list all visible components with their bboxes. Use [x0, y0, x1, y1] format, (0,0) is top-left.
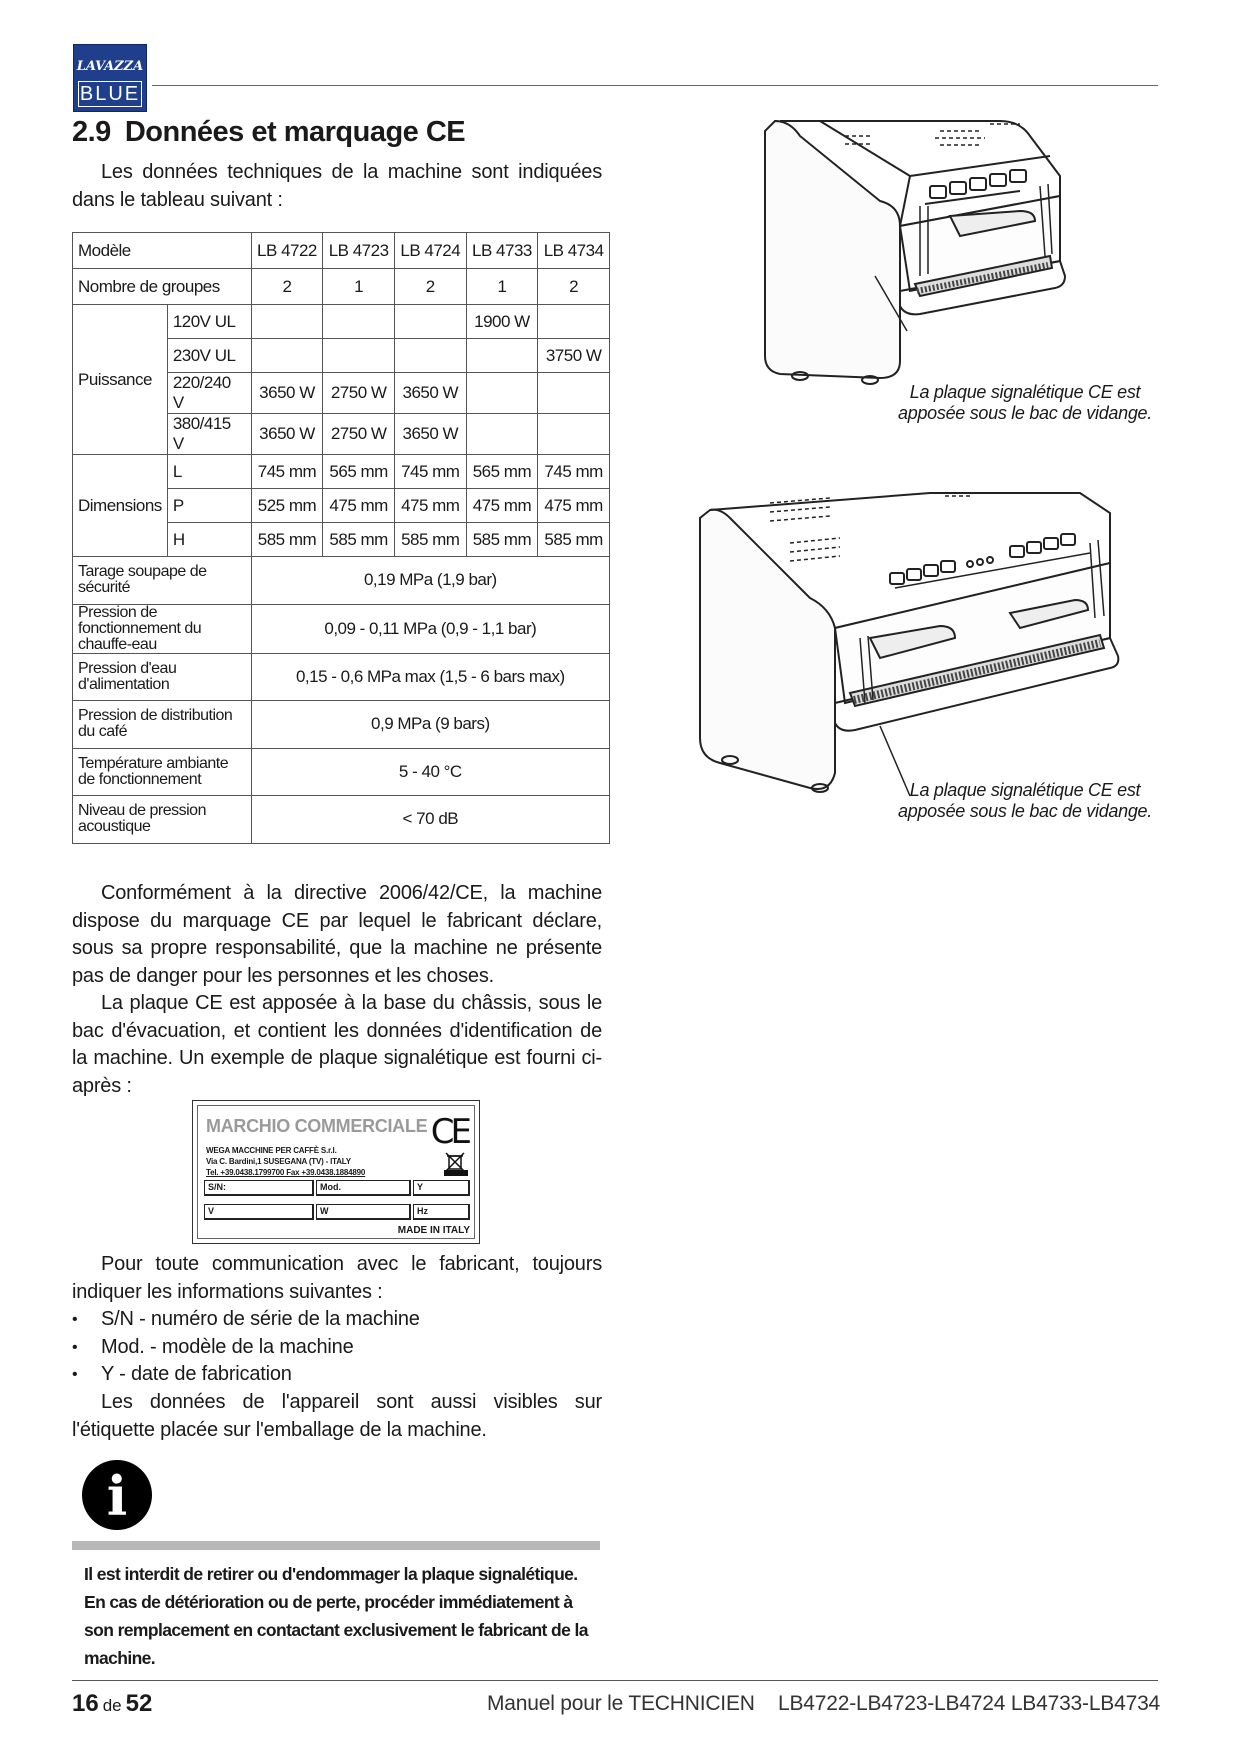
table-cell-axis: P: [167, 489, 251, 523]
section-title: [72, 116, 465, 149]
warning-text: Il est interdit de retirer ou d'endommager la plaque signalétique. En cas de détérioration ou de perte, procéder immédiatement à son remplacement en contactant exclusivement le fabricant de la machine.: [84, 1564, 588, 1668]
logo-top-text: LAVAZZA: [76, 59, 144, 74]
table-cell: 585 mm: [394, 523, 466, 557]
table-cell-merged: 0,09 - 0,11 MPa (0,9 - 1,1 bar): [251, 604, 609, 653]
info-icon: i: [82, 1460, 152, 1530]
table-cell: 475 mm: [538, 489, 610, 523]
total-pages: 52: [125, 1690, 153, 1717]
table-cell: LB 4722: [251, 233, 323, 269]
footer-manual-title: Manuel pour le TECHNICIEN: [487, 1692, 755, 1715]
table-cell: 745 mm: [251, 455, 323, 489]
table-cell-axis: H: [167, 523, 251, 557]
table-cell: [538, 414, 610, 455]
table-cell: 565 mm: [323, 455, 395, 489]
table-cell: 585 mm: [323, 523, 395, 557]
table-cell: [394, 339, 466, 373]
plate-mod-field: Mod.: [316, 1180, 411, 1196]
figure-caption-top: La plaque signalétique CE est apposée sous le bac de vidange.: [898, 382, 1152, 423]
table-row-power: [73, 305, 610, 339]
info-rule: [72, 1541, 600, 1550]
table-cell: [251, 339, 323, 373]
table-cell: 585 mm: [538, 523, 610, 557]
plate-brand: MARCHIO COMMERCIALE: [206, 1116, 428, 1136]
table-cell-voltage: 380/415 V: [167, 414, 251, 455]
machine-two-group-illustration: [670, 488, 1160, 806]
current-page: 16: [72, 1690, 99, 1717]
plate-sn-field: S/N:: [204, 1180, 314, 1196]
table-cell: 525 mm: [251, 489, 323, 523]
table-cell: 475 mm: [466, 489, 538, 523]
table-cell-axis: L: [167, 455, 251, 489]
ce-plate-example: [192, 1100, 480, 1244]
info-list: [72, 1306, 602, 1389]
table-header-dimensions: Dimensions: [73, 455, 168, 557]
table-cell: 2750 W: [323, 373, 395, 414]
figure-caption-bottom: La plaque signalétique CE est apposée sous le bac de vidange.: [898, 780, 1152, 821]
plate-address: Via C. Bardini,1 SUSEGANA (TV) - ITALY: [206, 1157, 351, 1166]
table-header-acoustic-pressure: Niveau de pression acoustique: [73, 796, 252, 844]
table-cell: 2: [394, 269, 466, 305]
table-header-safety-valve: Tarage soupape de sécurité: [73, 557, 252, 605]
table-header-groups: Nombre de groupes: [73, 269, 252, 305]
table-cell: 1: [323, 269, 395, 305]
table-cell: 3650 W: [394, 414, 466, 455]
table-cell-merged: 5 - 40 °C: [251, 748, 609, 796]
table-cell: [466, 373, 538, 414]
plate-hz-field: Hz: [413, 1204, 470, 1220]
lavazza-blue-logo: [73, 44, 147, 112]
table-cell-voltage: 230V UL: [167, 339, 251, 373]
table-cell-merged: 0,9 MPa (9 bars): [251, 701, 609, 749]
table-cell: 565 mm: [466, 455, 538, 489]
table-cell: 3650 W: [251, 373, 323, 414]
logo-bottom-text: BLUE: [79, 83, 141, 105]
table-row-dimensions: [73, 455, 610, 489]
table-cell: LB 4734: [538, 233, 610, 269]
table-cell: 3650 W: [251, 414, 323, 455]
plate-company: WEGA MACCHINE PER CAFFÈ S.r.l.: [206, 1146, 337, 1155]
table-cell: [323, 305, 395, 339]
list-item: • Mod. - modèle de la machine: [72, 1334, 602, 1362]
table-cell-merged: 0,19 MPa (1,9 bar): [251, 557, 609, 605]
table-cell-voltage: 120V UL: [167, 305, 251, 339]
page-number: [72, 1690, 152, 1718]
table-header-model: Modèle: [73, 233, 252, 269]
table-row-acoustic-pressure: [73, 796, 610, 844]
machine-single-group-illustration: [760, 116, 1160, 386]
table-header-supply-pressure: Pression d'eau d'alimentation: [73, 653, 252, 701]
ce-paragraph-plate: La plaque CE est apposée à la base du châssis, sous le bac d'évacuation, et contient les données d'identification de la machine. Un exemple de plaque signalétique est fourni ci-après :: [72, 992, 602, 1097]
table-row-supply-pressure: [73, 653, 610, 701]
table-cell: 2: [251, 269, 323, 305]
spec-table: [72, 232, 610, 844]
table-row-coffee-pressure: [73, 701, 610, 749]
table-cell-merged: 0,15 - 0,6 MPa max (1,5 - 6 bars max): [251, 653, 609, 701]
table-cell: 745 mm: [538, 455, 610, 489]
table-cell: [466, 339, 538, 373]
table-cell: 3750 W: [538, 339, 610, 373]
plate-phone: Tel. +39.0438.1799700 Fax +39.0438.1884890: [206, 1168, 366, 1177]
header-rule: [152, 85, 1158, 86]
table-header-power: Puissance: [73, 305, 168, 455]
ce-plate-frame: [197, 1105, 475, 1239]
table-cell: 2750 W: [323, 414, 395, 455]
plate-bar: [444, 1170, 468, 1176]
table-cell: LB 4723: [323, 233, 395, 269]
footer-models: LB4722-LB4723-LB4724 LB4733-LB4734: [778, 1692, 1161, 1715]
table-cell: [394, 305, 466, 339]
table-cell: LB 4724: [394, 233, 466, 269]
list-item: • S/N - numéro de série de la machine: [72, 1306, 602, 1334]
table-cell: [323, 339, 395, 373]
table-header-ambient-temperature: Température ambiante de fonctionnement: [73, 748, 252, 796]
table-cell: 3650 W: [394, 373, 466, 414]
table-row-ambient-temperature: [73, 748, 610, 796]
table-cell: 585 mm: [251, 523, 323, 557]
plate-y-field: Y: [413, 1180, 470, 1196]
table-cell: 475 mm: [394, 489, 466, 523]
ce-paragraph-directive: Conformément à la directive 2006/42/CE, la machine dispose du marquage CE par lequel le fabricant déclare, sous sa propre responsabilité, que la machine ne présente pas de danger pour les personnes et les choses.: [72, 882, 602, 987]
table-row-models: [73, 233, 610, 269]
page-separator: de: [102, 1696, 122, 1715]
plate-made-in: MADE IN ITALY: [397, 1225, 470, 1236]
table-row-safety-valve: [73, 557, 610, 605]
plate-v-field: V: [204, 1204, 314, 1220]
table-cell: 1: [466, 269, 538, 305]
intro-paragraph: Les données techniques de la machine sont indiquées dans le tableau suivant :: [72, 161, 602, 211]
table-cell-voltage: 220/240 V: [167, 373, 251, 414]
table-cell: [538, 305, 610, 339]
table-cell: [538, 373, 610, 414]
table-row-boiler-pressure: [73, 604, 610, 653]
list-item: • Y - date de fabrication: [72, 1361, 602, 1389]
table-cell: 2: [538, 269, 610, 305]
communication-paragraph: Pour toute communication avec le fabricant, toujours indiquer les informations suivantes :: [72, 1253, 602, 1303]
table-cell: [466, 414, 538, 455]
table-cell: [251, 305, 323, 339]
table-cell: 585 mm: [466, 523, 538, 557]
footer-rule: [72, 1680, 1158, 1681]
plate-w-field: W: [316, 1204, 411, 1220]
table-row-groups: [73, 269, 610, 305]
table-header-boiler-pressure: Pression de fonctionnement du chauffe-eau: [73, 604, 252, 653]
table-header-coffee-pressure: Pression de distribution du café: [73, 701, 252, 749]
table-cell: 1900 W: [466, 305, 538, 339]
weee-bin-icon: [444, 1152, 466, 1172]
label-note-paragraph: Les données de l'appareil sont aussi visibles sur l'étiquette placée sur l'emballage de la machine.: [72, 1391, 602, 1441]
table-cell: LB 4733: [466, 233, 538, 269]
ce-mark-icon: CE: [430, 1112, 468, 1152]
table-cell: 475 mm: [323, 489, 395, 523]
table-cell-merged: < 70 dB: [251, 796, 609, 844]
section-number: 2.9: [72, 116, 111, 148]
table-cell: 745 mm: [394, 455, 466, 489]
section-title-text: Données et marquage CE: [124, 116, 466, 148]
